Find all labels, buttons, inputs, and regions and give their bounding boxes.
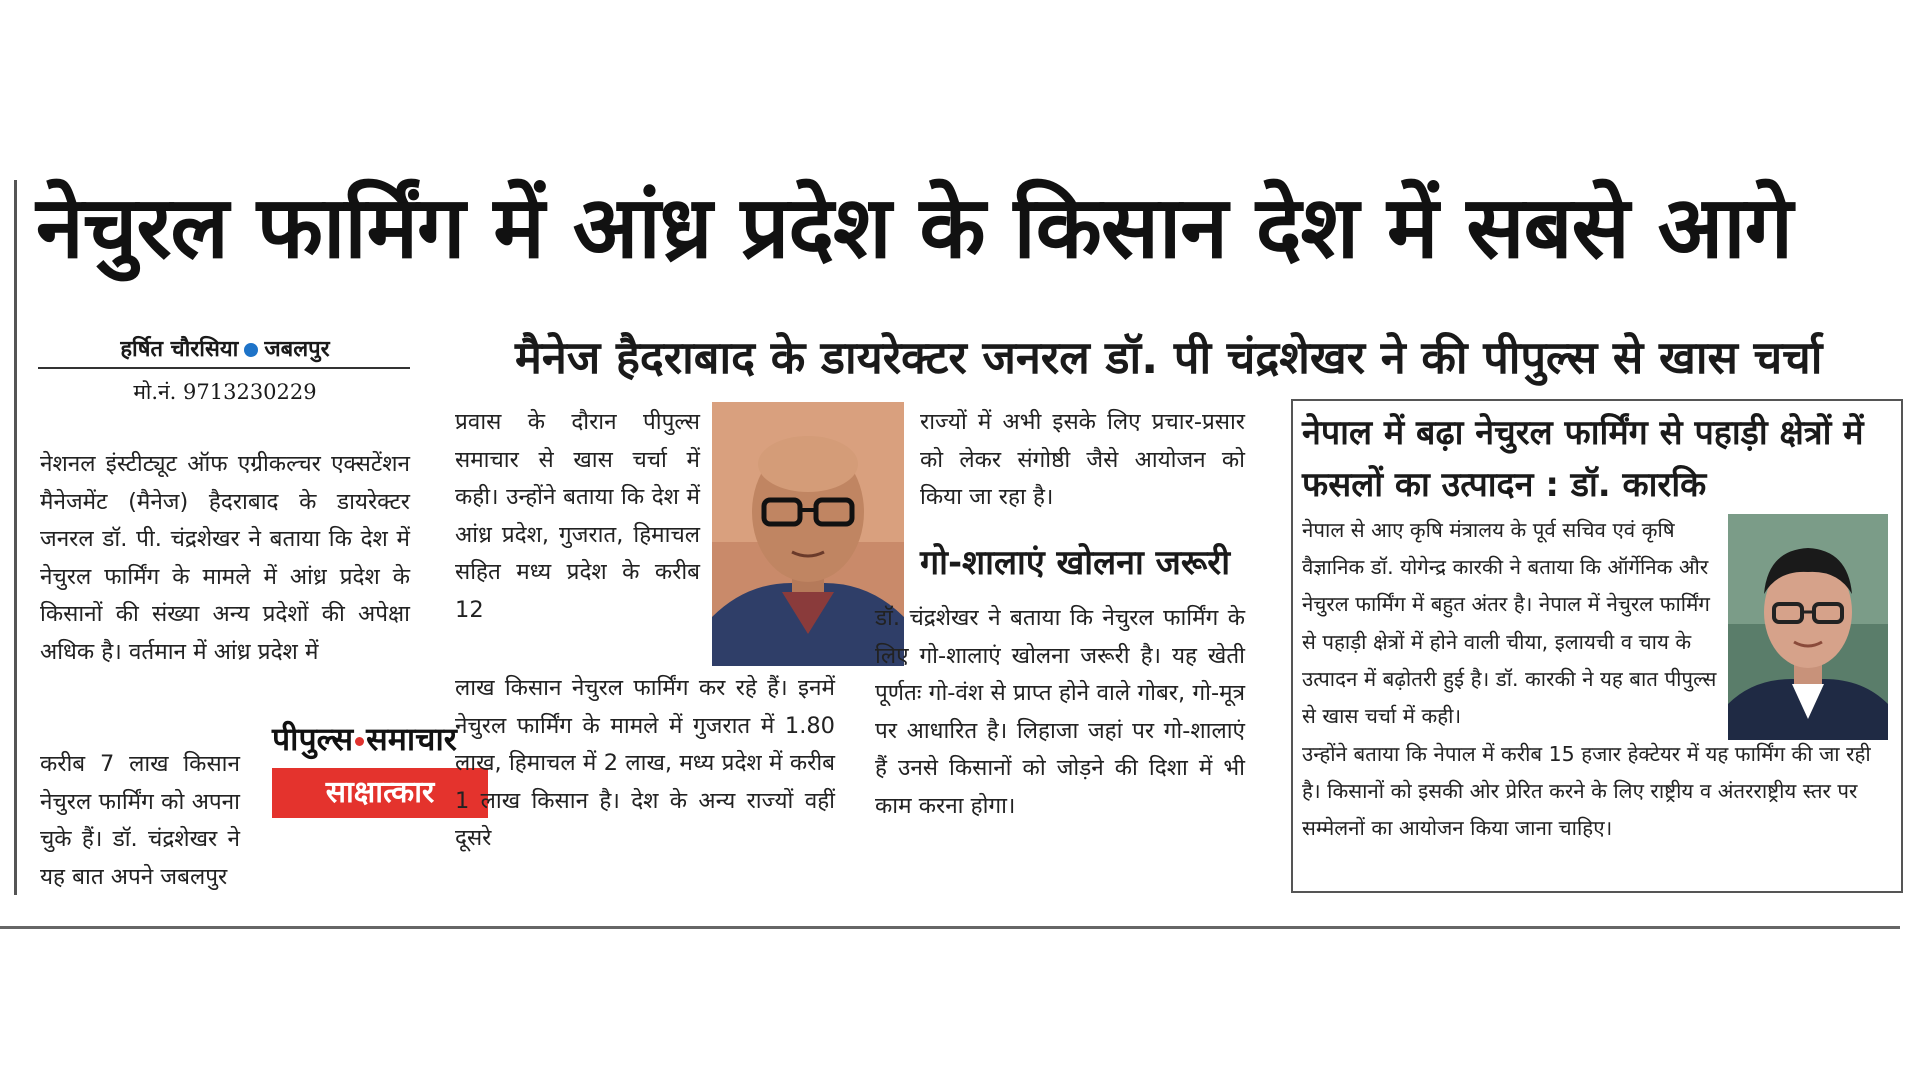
article-column-3 <box>920 404 1245 517</box>
sidebar-text: नेपाल से आए कृषि मंत्रालय के पूर्व सचिव एवं कृषि वैज्ञानिक डॉ. योगेन्द्र कारकी ने बताया कि ऑर्गेनिक और नेचुरल फार्मिंग में बहुत अंतर है। नेपाल में नेचुरल फार्मिंग से पहाड़ी क्षेत्रों में होने वाली चीया, इलायची व चाय के उत्पादन में बढ़ोतरी हुई है। डॉ. कारकी ने यह बात पीपुल्स से खास चर्चा में कही। <box>1302 518 1717 729</box>
byline-mobile: मो.नं. 9713230229 <box>133 380 317 404</box>
article-paragraph: करीब 7 लाख किसान नेचुरल फार्मिंग को अपना चुके हैं। डॉ. चंद्रशेखर ने यह बात अपने जबलपुर <box>40 751 240 890</box>
article-column-3-continued <box>875 600 1245 826</box>
logo-part-1: पीपुल्स <box>272 720 354 758</box>
subheadline: मैनेज हैदराबाद के डायरेक्टर जनरल डॉ. पी चंद्रशेखर ने की पीपुल्स से खास चर्चा <box>515 331 1823 384</box>
portrait-photo-karki <box>1728 514 1888 740</box>
bottom-rule <box>0 926 1900 929</box>
article-column-2 <box>455 404 700 630</box>
logo-dot-icon <box>355 737 364 746</box>
article-paragraph: राज्यों में अभी इसके लिए प्रचार-प्रसार को लेकर संगोष्ठी जैसे आयोजन को किया जा रहा है। <box>920 409 1245 511</box>
byline-author: हर्षित चौरसिया <box>120 337 239 362</box>
byline-city: जबलपुर <box>264 337 330 362</box>
interview-badge: साक्षात्कार <box>272 768 488 818</box>
left-column-rule <box>14 180 17 895</box>
article-column-1-continued <box>40 746 240 896</box>
subsection-heading: गो-शालाएं खोलना जरूरी <box>920 543 1231 583</box>
article-paragraph: नेशनल इंस्टीट्यूट ऑफ एग्रीकल्चर एक्सटेंशन मैनेजमेंट (मैनेज) हैदराबाद के डायरेक्टर जनरल डॉ. पी. चंद्रशेखर ने बताया कि देश में नेचुरल फार्मिंग के मामले में आंध्र प्रदेश के किसानों की संख्या अन्य प्रदेशों की अपेक्षा अधिक है। वर्तमान में आंध्र प्रदेश में <box>40 451 410 665</box>
article-paragraph: डॉ. चंद्रशेखर ने बताया कि नेचुरल फार्मिंग के लिए गो-शालाएं खोलना जरूरी है। यह खेती पूर्णतः गो-वंश से प्राप्त होने वाले गोबर, गो-मूत्र पर आधारित है। लिहाजा जहां पर गो-शालाएं हैं उनसे किसानों को जोड़ने की दिशा में भी काम करना होगा। <box>875 605 1245 819</box>
byline-divider <box>38 367 410 369</box>
article-paragraph: लाख किसान नेचुरल फार्मिंग कर रहे हैं। इनमें नेचुरल फार्मिंग के मामले में गुजरात में 1.80 लाख, हिमाचल में 2 लाख, मध्य प्रदेश में करीब 1 लाख किसान है। देश के अन्य राज्यों वहीं दूसरे <box>455 675 835 852</box>
logo-part-2: समाचार <box>366 720 457 758</box>
article-column-1 <box>40 446 410 672</box>
article-paragraph: प्रवास के दौरान पीपुल्स समाचार से खास चर्चा में कही। उन्होंने बताया कि देश में आंध्र प्रदेश, गुजरात, हिमाचल सहित मध्य प्रदेश के करीब 12 <box>455 409 700 623</box>
sidebar-title: नेपाल में बढ़ा नेचुरल फार्मिंग से पहाड़ी क्षेत्रों में फसलों का उत्पादन : डॉ. कारकि <box>1302 413 1864 505</box>
article-column-2-continued <box>455 670 835 858</box>
sidebar-text-continued: उन्होंने बताया कि नेपाल में करीब 15 हजार हेक्टेयर में यह फार्मिंग की जा रही है। किसानों को इसकी ओर प्रेरित करने के लिए राष्ट्रीय व अंतरराष्ट्रीय स्तर पर सम्मेलनों का आयोजन किया जाना चाहिए। <box>1302 742 1871 841</box>
byline <box>40 333 410 363</box>
bullet-dot-icon <box>244 343 258 357</box>
headline: नेचुरल फार्मिंग में आंध्र प्रदेश के किसान देश में सबसे आगे <box>36 178 1792 278</box>
